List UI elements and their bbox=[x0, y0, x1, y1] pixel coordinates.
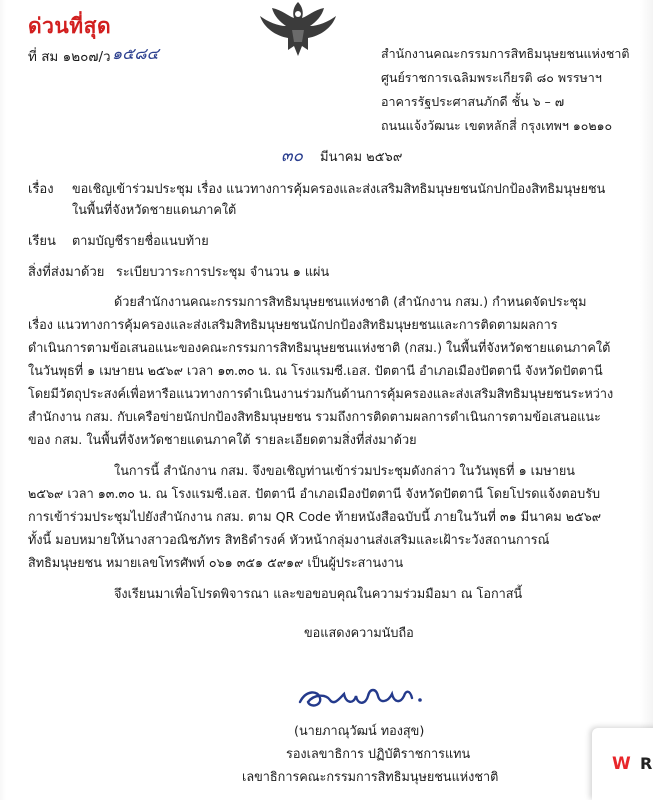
signer-title: เลขาธิการคณะกรรมการสิทธิมนุษยชนแห่งชาติ bbox=[242, 769, 499, 784]
signer-title: รองเลขาธิการ ปฏิบัติราชการแทน bbox=[286, 746, 471, 761]
doc-number-handwritten: ๑๕๘๔ bbox=[112, 44, 159, 63]
side-widget-tab[interactable] bbox=[592, 728, 653, 800]
enclosure-value: ระเบียบวาระการประชุม จำนวน ๑ แผ่น bbox=[116, 264, 330, 279]
signature-icon bbox=[296, 680, 436, 714]
address-line: ศูนย์ราชการเฉลิมพระเกียรติ ๘๐ พรรษาฯ bbox=[381, 70, 602, 85]
body-line: เรื่อง แนวทางการคุ้มครองและส่งเสริมสิทธิมนุษยชนนักปกป้องสิทธิมนุษยชนและการติดตามผลการ bbox=[28, 317, 558, 332]
garuda-emblem-icon bbox=[254, 0, 342, 58]
side-widget-letter: R bbox=[640, 754, 653, 773]
w-logo-icon: W bbox=[612, 754, 631, 774]
address-line: สำนักงานคณะกรรมการสิทธิมนุษยชนแห่งชาติ bbox=[381, 46, 630, 61]
date-month-year: มีนาคม ๒๕๖๙ bbox=[320, 150, 403, 165]
body-line: โดยมีวัตถุประสงค์เพื่อหารือแนวทางการดำเนินงานร่วมกันด้านการคุ้มครองและส่งเสริมสิทธิมนุษยชนระหว่าง bbox=[28, 386, 614, 401]
body-line: ดำเนินการตามข้อเสนอแนะของคณะกรรมการสิทธิมนุษยชนแห่งชาติ (กสม.) ในพื้นที่จังหวัดชายแดนภาคใต้ bbox=[28, 340, 611, 355]
body-line: ด้วยสำนักงานคณะกรรมการสิทธิมนุษยชนแห่งชาติ (สำนักงาน กสม.) กำหนดจัดประชุม bbox=[114, 294, 587, 309]
body-line: ทั้งนี้ มอบหมายให้นางสาวอณิชภัทร สิทธิดำรงค์ หัวหน้ากลุ่มงานส่งเสริมและเฝ้าระวังสถานการณ์ bbox=[28, 532, 550, 547]
date-day-handwritten: ๓๐ bbox=[281, 146, 303, 166]
closing-salutation: ขอแสดงความนับถือ bbox=[304, 625, 414, 640]
body-line: ๒๕๖๙ เวลา ๑๓.๓๐ น. ณ โรงแรมซี.เอส. ปัตตานี อำเภอเมืองปัตตานี จังหวัดปัตตานี โดยโปรดแจ้งตอบรับ bbox=[28, 486, 601, 501]
body-line: สำนักงาน กสม. กับเครือข่ายนักปกป้องสิทธิมนุษยชน รวมถึงการติดตามผลการดำเนินการตามข้อเสนอแนะ bbox=[28, 409, 601, 424]
body-line: ในการนี้ สำนักงาน กสม. จึงขอเชิญท่านเข้าร่วมประชุมดังกล่าว ในวันพุธที่ ๑ เมษายน bbox=[114, 463, 575, 478]
body-line: ในวันพุธที่ ๑ เมษายน ๒๕๖๙ เวลา ๑๓.๓๐ น. ณ โรงแรมซี.เอส. ปัตตานี อำเภอเมืองปัตตานี จังหวัดปัตตานี bbox=[28, 363, 603, 378]
to-value: ตามบัญชีรายชื่อแนบท้าย bbox=[72, 233, 209, 248]
address-line: อาคารรัฐประศาสนภักดี ชั้น ๖ – ๗ bbox=[381, 94, 565, 109]
body-line: ของ กสม. ในพื้นที่จังหวัดชายแดนภาคใต้ รายละเอียดตามสิ่งที่ส่งมาด้วย bbox=[28, 432, 417, 447]
signer-name: (นายภาณุวัฒน์ ทองสุข) bbox=[294, 723, 425, 738]
urgency-label: ด่วนที่สุด bbox=[28, 14, 112, 38]
to-label: เรียน bbox=[28, 234, 56, 249]
address-line: ถนนแจ้งวัฒนะ เขตหลักสี่ กรุงเทพฯ ๑๐๒๑๐ bbox=[381, 118, 613, 133]
subject-line: ในพื้นที่จังหวัดชายแดนภาคใต้ bbox=[72, 202, 237, 217]
subject-label: เรื่อง bbox=[28, 182, 54, 197]
enclosure-label: สิ่งที่ส่งมาด้วย bbox=[28, 265, 105, 280]
closing-sentence: จึงเรียนมาเพื่อโปรดพิจารณา และขอขอบคุณในความร่วมมือมา ณ โอกาสนี้ bbox=[114, 586, 523, 601]
body-line: การเข้าร่วมประชุมไปยังสำนักงาน กสม. ตาม QR Code ท้ายหนังสือฉบับนี้ ภายในวันที่ ๓๑ มีนาคม ๒๕๖๙ bbox=[28, 509, 602, 524]
doc-number-label: ที่ สม ๑๒๐๗/ว bbox=[28, 49, 111, 65]
body-line: สิทธิมนุษยชน หมายเลขโทรศัพท์ ๐๖๑ ๓๕๑ ๕๙๑๙ เป็นผู้ประสานงาน bbox=[28, 555, 404, 570]
subject-line: ขอเชิญเข้าร่วมประชุม เรื่อง แนวทางการคุ้มครองและส่งเสริมสิทธิมนุษยชนนักปกป้องสิทธิมนุษยชน bbox=[72, 181, 606, 196]
